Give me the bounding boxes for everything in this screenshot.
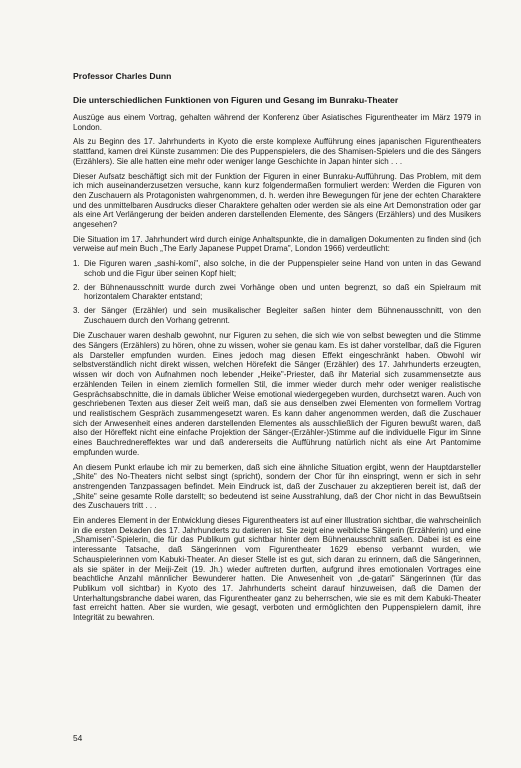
article-title: Die unterschiedlichen Funktionen von Figuren und Gesang im Bunraku-Theater xyxy=(73,95,399,105)
list-item-text: der Bühnenausschnitt wurde durch zwei Vorhänge oben und unten begrenzt, so daß ein Spielraum mit horizontalem Charakter entstand; xyxy=(84,282,481,302)
page-number: 54 xyxy=(73,733,83,743)
paragraph-problem: Dieser Aufsatz beschäftigt sich mit der Funktion der Figuren in einer Bunraku-Aufführung. Das Problem, mit dem ich mich auseinanderzusetzen versuche, kann kurz folgendermaßen formuliert werden: Werden die Figuren von den Zuschauern als Protagonisten wahrgenommen, d. h. werden ihre Bewegungen für jene der echten Charaktere und des unmittelbaren Ausdrucks dieser Charaktere gehalten oder werden sie als eine Art Demonstration oder gar als eine Art Verlängerung der beiden anderen darstellenden Elemente, des Sängers (Erzählers) und des Musikers angesehen? xyxy=(73,171,481,230)
paragraph-audience: Die Zuschauer waren deshalb gewohnt, nur Figuren zu sehen, die sich wie von selbst bewegten und die Stimme des Sängers (Erzählers) zu hören, ohne zu wissen, woher sie genau kam. Es ist daher vorstellbar, daß die Figuren als Darsteller empfunden wurden. Eines jedoch mag diesen Effekt eingeschränkt haben. Obwohl wir selbstverständlich nicht direkt wissen, welchen Hörefekt die Sänger (Erzähler) des 17. Jahrhunderts erzeugten, wissen wir doch von Aufnahmen noch lebender „Heike"-Priester, daß ihr Material sich zusammensetzte aus erzählenden Teilen in einem ziemlich formellen Stil, die immer wieder durch mehr oder weniger realistische Gesprächsabschnitte, die in damals üblicher Weise emotional wiedergegeben wurden, durchsetzt waren. Auch von geschriebenen Texten aus dieser Zeit weiß man, daß sie aus denselben zwei Elementen von formellem Vortrag und realistischem Gespräch zusammengesetzt waren. Es kann daher angenommen werden, daß die Zuschauer sich der Anwesenheit eines anderen darstellenden Elementes als ausschließlich der Figuren bewußt waren, daß also der Höreffekt nicht eine einfache Projektion der Sänger-(Erzähler-)Stimme auf die individuelle Figur im Sinne eines Bauchrednereffektes war und daß andererseits die Aufführung natürlich nicht als eine Art Pantomime empfunden wurde. xyxy=(73,331,481,457)
list-item-number: 3. xyxy=(73,305,80,315)
list-item xyxy=(73,259,481,278)
list-item xyxy=(73,283,481,302)
list-item-number: 1. xyxy=(73,259,80,269)
numbered-list xyxy=(73,259,481,325)
list-item-text: Die Figuren waren „sashi-komi", also solche, in die der Puppenspieler seine Hand von unten in das Gewand schob und die Figur über seinen Kopf hielt; xyxy=(84,259,481,278)
paragraph-illustration: Ein anderes Element in der Entwicklung dieses Figurentheaters ist auf einer Illustration sichtbar, die wahrscheinlich in die ersten Dekaden des 17. Jahrhunderts zu datieren ist. Sie zeigt eine weibliche Sängerin (Erzählerin) und eine „Shamisen"-Spielerin, die für das Publikum gut sichtbar hinter dem Bühnenausschnitt saßen. Dabei ist es eine interessante Tatsache, daß Sängerinnen vom Figurentheater 1629 ebenso verbannt wurden, wie Schauspielerinnen vom Kabuki-Theater. An dieser Stelle ist es gut, sich daran zu erinnern, daß die Sängerinnen, als sie später in der Meiji-Zeit (19. Jh.) wieder auftreten durften, aufgrund ihres emotionalen Vortrages eine beachtliche Anzahl männlicher Bewunderer hatten. Die Anwesenheit von „de-gatari" Sängerinnen (für das Publikum voll sichtbar) in Kyoto des 17. Jahrhunderts scheint darauf hinzuweisen, daß die Damen der Unterhaltungsbranche dabei waren, das Figurentheater ganz zu beherrschen, wie sie es mit dem Kabuki-Theater fast erreicht hatten. Aber sie wurden, wie gesagt, verboten und ermöglichten den Puppenspielern damit, ihre Integrität zu bewahren. xyxy=(73,516,481,623)
paragraph-intro: Auszüge aus einem Vortrag, gehalten während der Konferenz über Asiatisches Figurentheater im März 1979 in London. xyxy=(73,113,481,132)
list-item xyxy=(73,306,481,325)
list-item-text: der Sänger (Erzähler) und sein musikalischer Begleiter saßen hinter dem Bühnenausschnitt, von den Zuschauern durch den Vorhang getrennt. xyxy=(84,305,481,325)
paragraph-history: Als zu Beginn des 17. Jahrhunderts in Kyoto die erste komplexe Aufführung eines japanischen Figurentheaters stattfand, kamen drei Künste zusammen: Die des Puppenspielers, die des Shamisen-Spielers und die des Sängers (Erzählers). Sie alle hatten eine mehr oder weniger lange Geschichte in Japan hinter sich . . . xyxy=(73,137,481,166)
paragraph-no-theater: An diesem Punkt erlaube ich mir zu bemerken, daß sich eine ähnliche Situation ergibt, wenn der Hauptdarsteller „Shite" des No-Theaters nicht selbst singt (spricht), sondern der Chor für ihn einspringt, wenn er sich in sehr anstrengenden Tanzpassagen befindet. Mein Eindruck ist, daß der Zuschauer zu akzeptieren bereit ist, daß der „Shite" seine gesamte Rolle darstellt; so bedeutend ist seine Ausstrahlung, daß der Chor nicht in das Bewußtsein des Zuschauers tritt . . . xyxy=(73,462,481,511)
paragraph-situation: Die Situation im 17. Jahrhundert wird durch einige Anhaltspunkte, die in damaligen Dokumenten zu finden sind (ich verweise auf mein Buch „The Early Japanese Puppet Drama", London 1966) verdeutlicht: xyxy=(73,234,481,254)
author-name: Professor Charles Dunn xyxy=(73,71,172,81)
list-item-number: 2. xyxy=(73,282,80,292)
